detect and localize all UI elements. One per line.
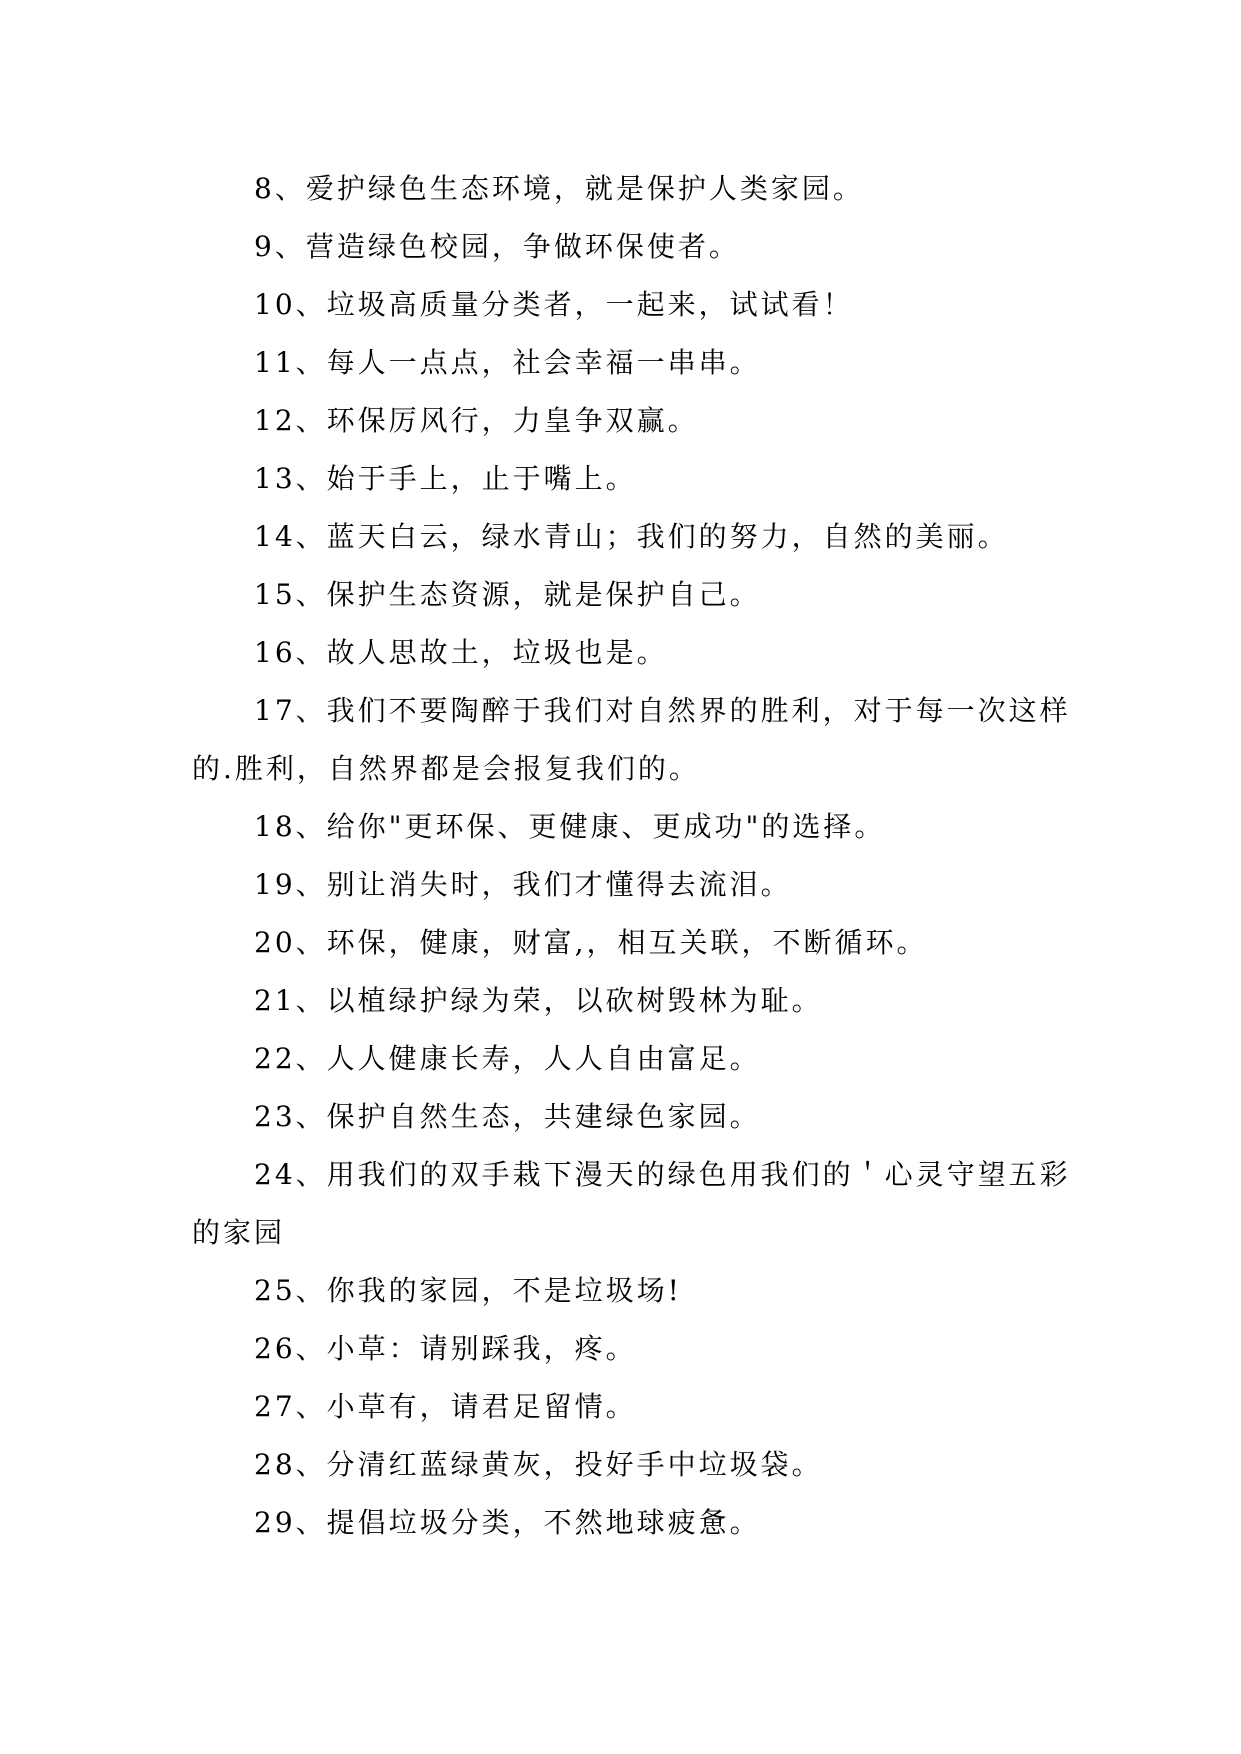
slogan-item-17: 17、我们不要陶醉于我们对自然界的胜利，对于每一次这样的.胜利，自然界都是会报复我们的。 — [192, 694, 1071, 785]
slogan-item-8: 8、爱护绿色生态环境，就是保护人类家园。 — [254, 172, 864, 205]
slogan-item-11: 11、每人一点点，社会幸福一串串。 — [254, 346, 761, 379]
slogan-item-23: 23、保护自然生态，共建绿色家园。 — [254, 1100, 761, 1133]
slogan-item-15: 15、保护生态资源，就是保护自己。 — [254, 578, 761, 611]
slogan-item-27: 27、小草有，请君足留情。 — [254, 1390, 637, 1423]
slogan-item-22: 22、人人健康长寿，人人自由富足。 — [254, 1042, 761, 1075]
slogan-item-24: 24、用我们的双手栽下漫天的绿色用我们的＇心灵守望五彩的家园 — [192, 1158, 1071, 1249]
slogan-item-13: 13、始于手上，止于嘴上。 — [254, 462, 637, 495]
slogan-item-18: 18、给你"更环保、更健康、更成功"的选择。 — [254, 810, 886, 843]
slogan-item-28: 28、分清红蓝绿黄灰，投好手中垃圾袋。 — [254, 1448, 823, 1481]
slogan-item-29: 29、提倡垃圾分类，不然地球疲惫。 — [254, 1506, 761, 1539]
slogan-item-9: 9、营造绿色校园，争做环保使者。 — [254, 230, 740, 263]
slogan-item-26: 26、小草：请别踩我，疼。 — [254, 1332, 637, 1365]
slogan-item-16: 16、故人思故土，垃圾也是。 — [254, 636, 668, 669]
slogan-item-14: 14、蓝天白云，绿水青山；我们的努力，自然的美丽。 — [254, 520, 1009, 553]
slogan-item-19: 19、别让消失时，我们才懂得去流泪。 — [254, 868, 792, 901]
slogan-item-25: 25、你我的家园，不是垃圾场! — [254, 1274, 682, 1307]
document-body — [192, 160, 1072, 1552]
slogan-item-12: 12、环保厉风行，力皇争双赢。 — [254, 404, 699, 437]
slogan-item-21: 21、以植绿护绿为荣，以砍树毁林为耻。 — [254, 984, 823, 1017]
slogan-item-20: 20、环保，健康，财富,，相互关联，不断循环。 — [254, 926, 928, 959]
slogan-item-10: 10、垃圾高质量分类者，一起来，试试看！ — [254, 288, 854, 321]
